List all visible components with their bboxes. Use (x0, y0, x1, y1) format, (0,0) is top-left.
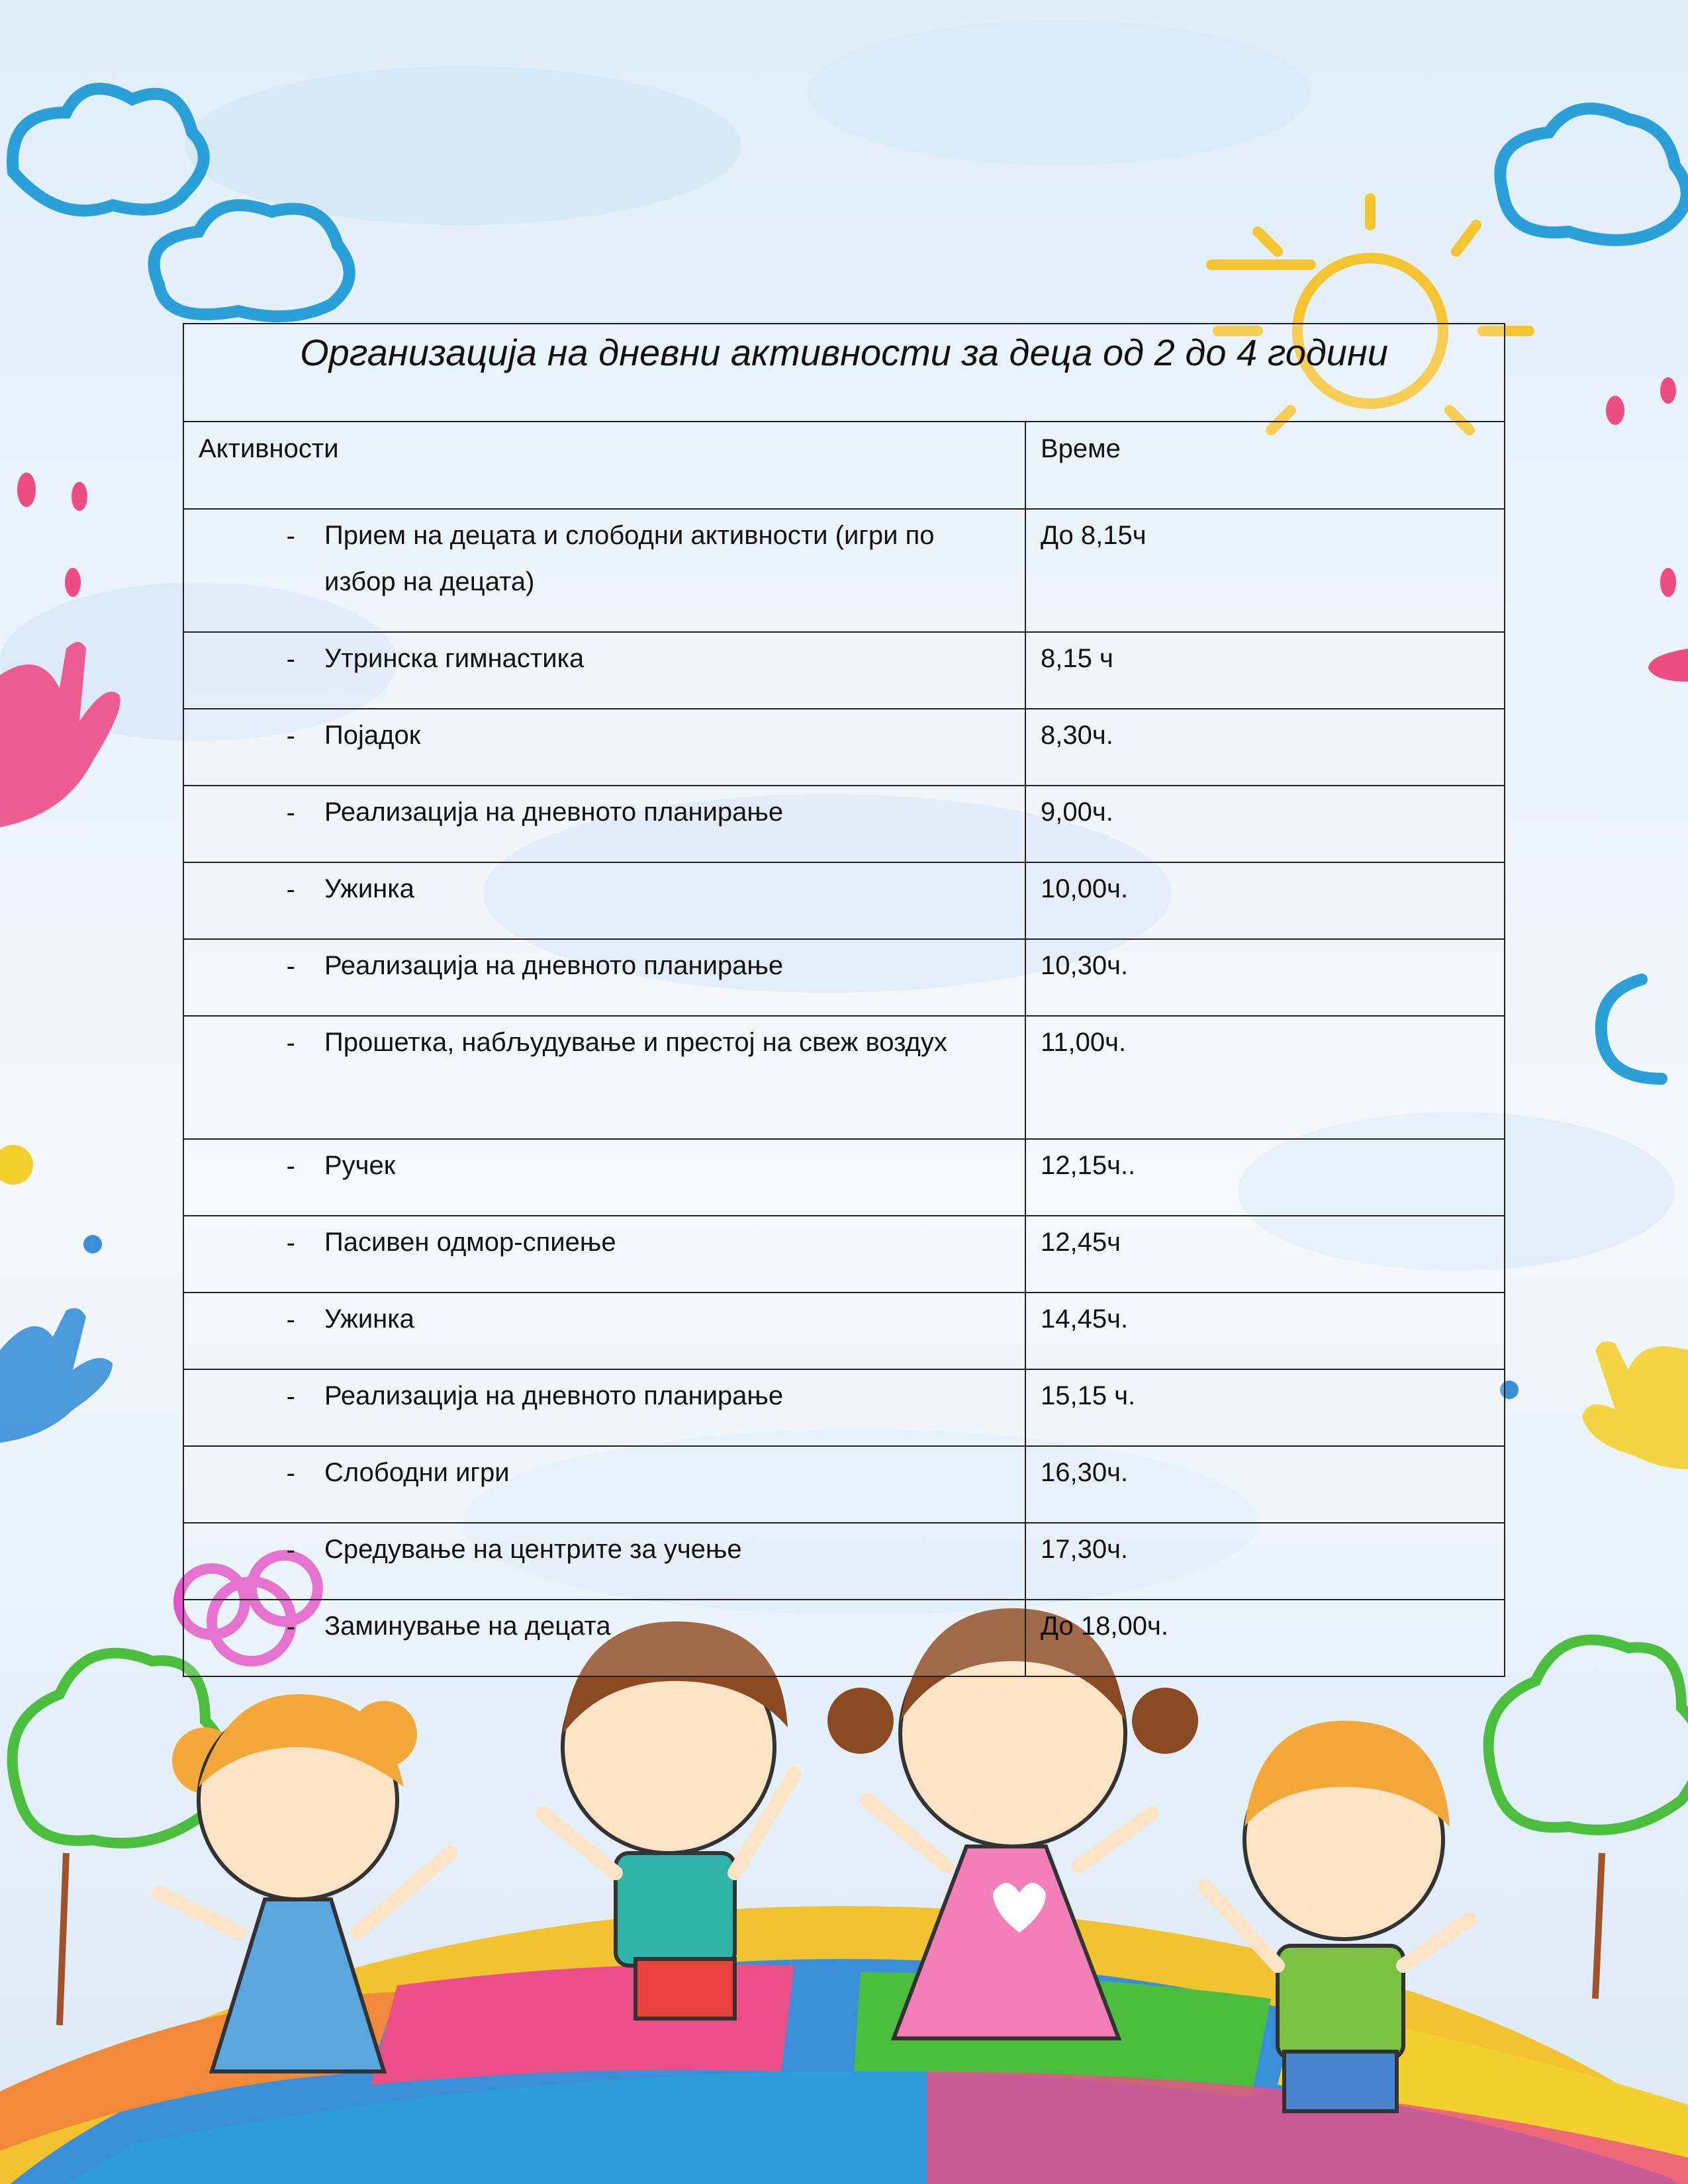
bullet-dash: - (286, 798, 295, 827)
table-row (183, 1216, 1505, 1293)
table-row (183, 786, 1505, 862)
time-text: 10,00ч. (1041, 874, 1129, 903)
table-row (183, 509, 1505, 632)
table-row (183, 1446, 1505, 1523)
time-text: 17,30ч. (1041, 1535, 1129, 1564)
title-row (183, 324, 1505, 422)
activity-text: Прием на децата и слободни активности (игри по избор на децата) (324, 521, 935, 596)
table-row (183, 1293, 1505, 1369)
table-row (183, 1369, 1505, 1446)
time-text: 9,00ч. (1041, 797, 1113, 827)
time-text: 8,30ч. (1041, 721, 1113, 750)
document-title: Организација на дневни активности за деца од 2 до 4 години (183, 324, 1505, 422)
time-text: 10,30ч. (1041, 951, 1129, 980)
activity-text: Заминување на децата (324, 1612, 611, 1641)
yellow-handprint-icon (1582, 1342, 1688, 1469)
bullet-dash: - (286, 522, 295, 551)
activity-text: Слободни игри (324, 1458, 510, 1487)
time-text: 8,15 ч (1041, 644, 1113, 673)
pink-handprint-icon (1648, 649, 1688, 682)
bullet-dash: - (286, 1382, 295, 1411)
activity-text: Пасивен одмор-спиење (324, 1228, 616, 1257)
blue-dot-icon (83, 1235, 102, 1253)
schedule-table (183, 323, 1505, 1677)
bullet-dash: - (286, 1459, 295, 1488)
bullet-dash: - (286, 721, 295, 751)
activity-text: Ручек (324, 1151, 396, 1180)
table-row (183, 862, 1505, 939)
activity-text: Ужинка (324, 1304, 414, 1334)
table-row (183, 1016, 1505, 1139)
activity-text: Реализација на дневното планирање (324, 951, 784, 980)
time-text: 12,45ч (1041, 1228, 1121, 1257)
table-row (183, 1139, 1505, 1216)
activity-text: Утринска гимнастика (324, 644, 585, 673)
activity-text: Реализација на дневното планирање (324, 1381, 784, 1410)
time-text: 16,30ч. (1041, 1458, 1129, 1487)
bullet-dash: - (286, 1152, 295, 1181)
activity-text: Средување на центрите за учење (324, 1535, 742, 1564)
cloud-outline-icon (1500, 109, 1686, 240)
time-text: 15,15 ч. (1041, 1381, 1136, 1410)
tree-outline-icon (1489, 1640, 1688, 1830)
activity-text: Реализација на дневното планирање (324, 797, 784, 827)
bullet-dash: - (286, 1535, 295, 1565)
cloud-outline-icon (13, 89, 204, 210)
cloud-outline-icon (1601, 979, 1662, 1079)
column-header-activity: Активности (183, 422, 1025, 509)
time-text: 14,45ч. (1041, 1304, 1129, 1334)
time-text: 12,15ч.. (1041, 1151, 1136, 1180)
table-row (183, 1523, 1505, 1600)
column-header-time: Време (1025, 422, 1505, 509)
bullet-dash: - (286, 1228, 295, 1257)
table-row (183, 1600, 1505, 1676)
bullet-dash: - (286, 1612, 295, 1641)
cloud-outline-icon (154, 205, 350, 316)
blue-handprint-icon (0, 1308, 113, 1443)
watercolor-cloud (808, 20, 1311, 165)
yellow-dot-icon (0, 1145, 33, 1185)
table-row (183, 939, 1505, 1016)
activity-text: Прошетка, набљудување и престој на свеж воздух (324, 1028, 947, 1057)
header-row (183, 422, 1505, 509)
table-row (183, 632, 1505, 709)
bullet-dash: - (286, 645, 295, 674)
bullet-dash: - (286, 1028, 295, 1058)
bullet-dash: - (286, 1305, 295, 1334)
bullet-dash: - (286, 875, 295, 904)
bullet-dash: - (286, 952, 295, 981)
activity-text: Ужинка (324, 874, 414, 903)
watercolor-cloud (185, 66, 741, 225)
time-text: До 18,00ч. (1041, 1612, 1168, 1641)
activity-text: Појадок (324, 721, 421, 750)
table-row (183, 709, 1505, 786)
time-text: 11,00ч. (1041, 1028, 1127, 1057)
time-text: До 8,15ч (1041, 521, 1147, 550)
